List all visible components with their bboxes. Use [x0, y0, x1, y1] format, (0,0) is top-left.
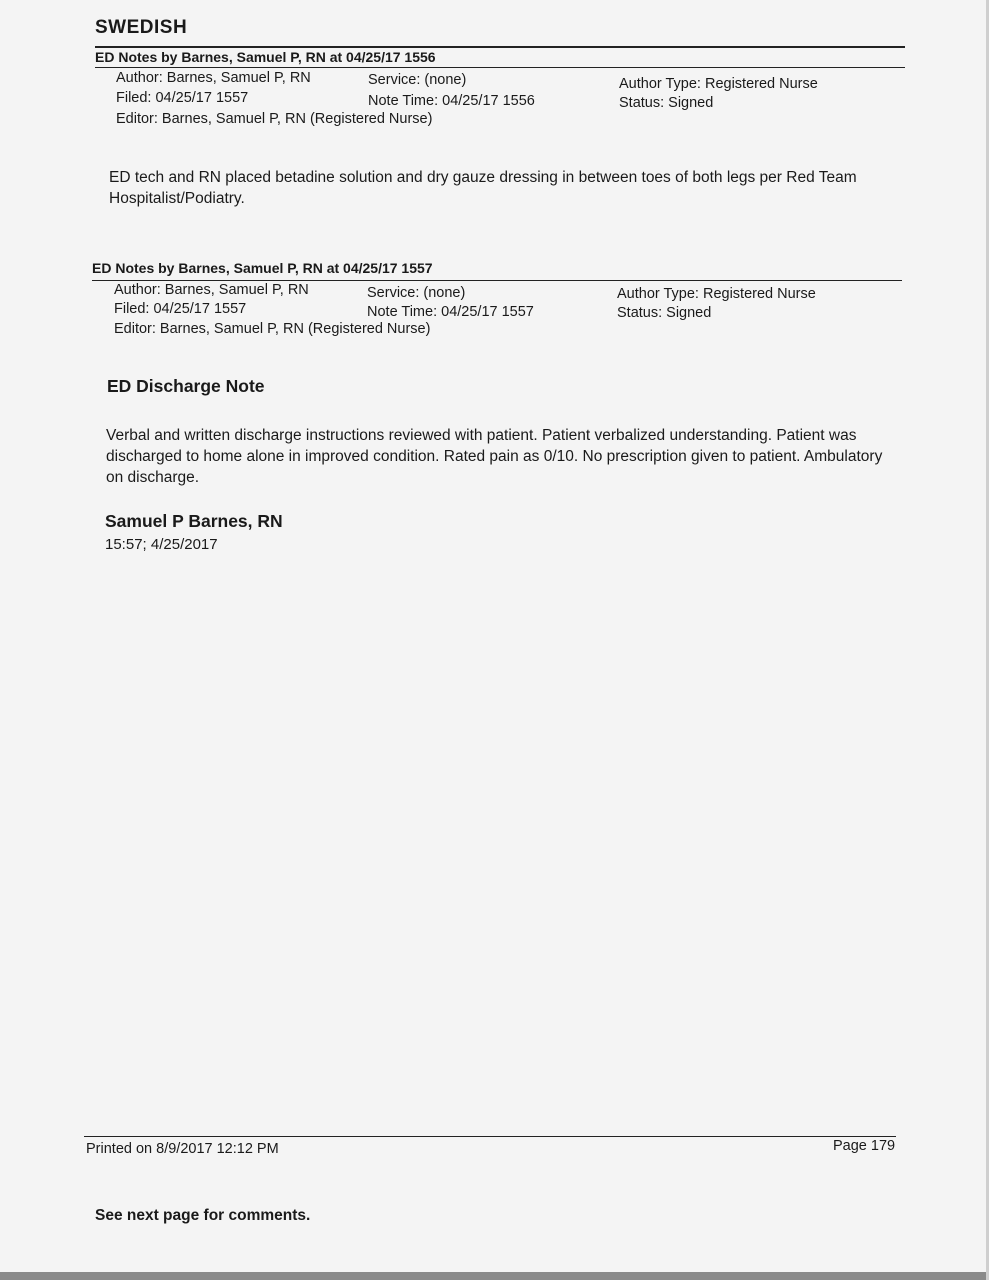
note-2-body: Verbal and written discharge instructions reviewed with patient. Patient verbalized understanding. Patient was discharged to home alone in improved condition. Rated pain as 0/10. No prescription given to patient. Ambulatory on discharge. [106, 427, 883, 486]
note-2-author-type: Author Type: Registered Nurse [617, 286, 816, 302]
printed-date: Printed on 8/9/2017 12:12 PM [86, 1141, 279, 1157]
note-1-title: ED Notes by Barnes, Samuel P, RN at 04/25/17 1556 [95, 49, 436, 65]
comment-note: See next page for comments. [95, 1207, 311, 1224]
brand-divider [95, 46, 905, 48]
note-2-service: Service: (none) [367, 285, 466, 301]
footer-divider [84, 1136, 896, 1137]
note-2-filed: Filed: 04/25/17 1557 [114, 301, 247, 317]
note-1-editor: Editor: Barnes, Samuel P, RN (Registered Nurse) [116, 111, 433, 127]
signature-name: Samuel P Barnes, RN [105, 511, 283, 531]
brand-header: SWEDISH [95, 17, 188, 38]
page-number: Page 179 [833, 1138, 896, 1154]
note-1-author: Author: Barnes, Samuel P, RN [116, 70, 311, 86]
note-1-service: Service: (none) [368, 72, 467, 88]
note-1-author-type: Author Type: Registered Nurse [619, 76, 818, 92]
signature-time: 15:57; 4/25/2017 [105, 536, 218, 553]
note-1-filed: Filed: 04/25/17 1557 [116, 90, 249, 106]
note-1-body: ED tech and RN placed betadine solution and dry gauze dressing in between toes of both legs per Red Team Hospitalist/Podiatry. [109, 169, 857, 207]
scan-edge [0, 1272, 989, 1280]
note-2-note-time: Note Time: 04/25/17 1557 [367, 304, 534, 320]
note-2-editor: Editor: Barnes, Samuel P, RN (Registered Nurse) [114, 321, 431, 337]
note-2-author: Author: Barnes, Samuel P, RN [114, 282, 309, 298]
note-2-title: ED Notes by Barnes, Samuel P, RN at 04/25/17 1557 [92, 260, 433, 276]
discharge-note-heading: ED Discharge Note [107, 376, 265, 396]
note-1-status: Status: Signed [619, 95, 714, 111]
note-2-status: Status: Signed [617, 305, 712, 321]
note-1-note-time: Note Time: 04/25/17 1556 [368, 93, 535, 109]
